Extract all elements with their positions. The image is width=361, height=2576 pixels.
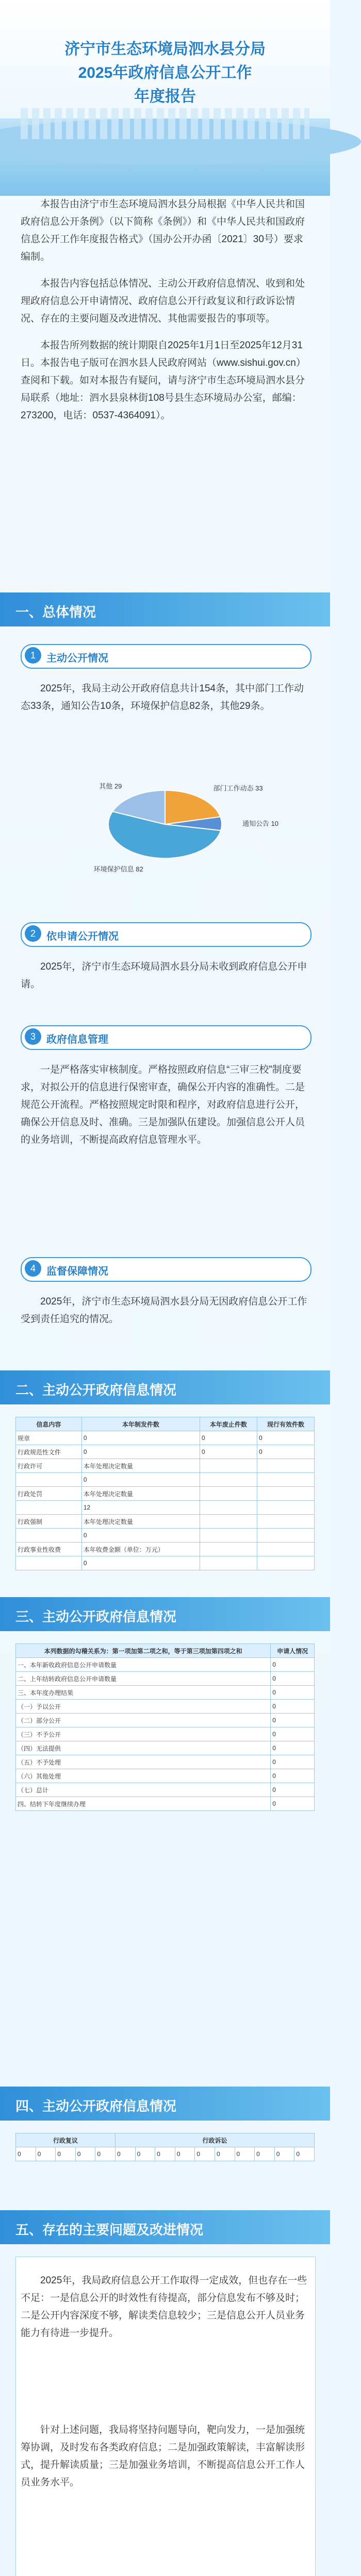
table-cell: 0 (257, 1445, 314, 1459)
table-row (16, 1445, 315, 1459)
section-title: 五、存在的主要问题及改进情况 (15, 2222, 204, 2238)
pie-label: 通知公告 10 (242, 820, 279, 828)
table-cell: 0 (200, 1445, 257, 1459)
report-title-line2: 2025年政府信息公开工作 (78, 64, 252, 81)
table-row (16, 1417, 315, 1431)
table-row (16, 1741, 315, 1755)
table-cell: （二）部分公开 (16, 1714, 271, 1727)
table-cell: （一）予以公开 (16, 1700, 271, 1714)
table-cell: 0 (115, 2147, 135, 2161)
subsection-on-request (21, 922, 311, 947)
subsection-text: 一是严格落实审核制度。严格按照政府信息“三审三校”制度要求，对拟公开的信息进行保密审查，确保公开内容的准确性。二是规范公开流程。严格按照规定时限和程序，对政府信息进行公开，确保公开信息及时、准确。三是加强队伍建设。加强信息公开人员的业务培训，不断提高政府信息管理水平。 (21, 1064, 305, 1145)
section-bar-3 (0, 1597, 330, 1631)
table-cell: 0 (271, 1741, 315, 1755)
table-cell (16, 1556, 82, 1570)
section-bar-5 (0, 2210, 330, 2244)
table-cell: 现行有效件数 (257, 1417, 314, 1431)
table-cell (200, 1473, 257, 1487)
table-header: 行政复议 (16, 2133, 116, 2147)
table-cell: 0 (175, 2147, 195, 2161)
table-cell (200, 1501, 257, 1515)
table-row (16, 1769, 315, 1783)
table-cell (200, 1556, 257, 1570)
section-bar-4 (0, 2087, 330, 2121)
table-cell: 本年收费金额（单位：万元） (81, 1543, 200, 1556)
header-city-silhouette (21, 108, 309, 139)
subsection-number: 4 (25, 1260, 41, 1277)
active-disclosure-table (15, 1417, 315, 1570)
table-cell: 0 (235, 2147, 255, 2161)
table-cell (257, 1487, 314, 1501)
table-cell: （三）不予公开 (16, 1727, 271, 1741)
table-cell: 信息内容 (16, 1417, 82, 1431)
table-cell: 0 (271, 1783, 315, 1797)
intro-paragraph: 本报告由济宁市生态环境局泗水县分局根据《中华人民共和国政府信息公开条例》（以下简称《条例》）和《中华人民共和国政府信息公开工作年度报告格式》（国办公开办函〔2021〕30号）要求编制。 (21, 199, 305, 262)
table-cell: 0 (36, 2147, 56, 2161)
table-cell: 规章 (16, 1431, 82, 1445)
table-row (16, 1529, 315, 1543)
section-bar-1 (0, 592, 330, 626)
table-cell: 0 (135, 2147, 155, 2161)
table-cell: 四、结转下年度继续办理 (16, 1797, 271, 1811)
table-row (16, 1686, 315, 1700)
section-title: 二、主动公开政府信息情况 (15, 1382, 177, 1398)
table-cell: 0 (271, 1700, 315, 1714)
table-row (16, 1658, 315, 1672)
table-cell: 0 (294, 2147, 315, 2161)
table-cell: 行政许可 (16, 1459, 82, 1473)
disclosure-pie-chart (62, 752, 279, 907)
table-cell: 0 (271, 1686, 315, 1700)
table-cell (200, 1459, 257, 1473)
subsection-number: 1 (25, 647, 41, 664)
subsection-number: 2 (25, 925, 41, 942)
table-cell: 0 (81, 1431, 200, 1445)
table-row (16, 1672, 315, 1686)
subsection-label: 主动公开情况 (46, 653, 108, 664)
table-cell (257, 1543, 314, 1556)
table-cell: 本年废止件数 (200, 1417, 257, 1431)
table-cell: 0 (271, 1714, 315, 1727)
table-cell (16, 1473, 82, 1487)
table-row (16, 1515, 315, 1529)
table-cell: 0 (200, 1431, 257, 1445)
subsection-label: 政府信息管理 (46, 1034, 108, 1045)
intro-block (21, 196, 309, 434)
table-cell: （六）其他处理 (16, 1769, 271, 1783)
table-cell (257, 1515, 314, 1529)
application-table (15, 1643, 315, 1811)
subsection-info-management (21, 1025, 311, 1050)
table-cell: 一、本年新收政府信息公开申请数量 (16, 1658, 271, 1672)
table-row (16, 1501, 315, 1515)
table-cell: 0 (81, 1556, 200, 1570)
table-cell (200, 1487, 257, 1501)
table-row (16, 1473, 315, 1487)
table-cell: 0 (155, 2147, 175, 2161)
pie-label: 其他 29 (99, 782, 122, 790)
table-row (16, 1556, 315, 1570)
table-row (16, 1797, 315, 1811)
problems-text: 针对上述问题，我局将坚持问题导向，靶向发力，一是加强统筹协调，及时发布各类政府信息；二是加强政策解读，丰富解读形式，提升解读质量；三是加强业务培训，不断提高信息公开工作人员业务水平。 (21, 2425, 305, 2488)
table-cell (257, 1473, 314, 1487)
table-header: 申请人情况 (271, 1644, 315, 1658)
report-header (0, 0, 330, 196)
table-cell: 0 (81, 1529, 200, 1543)
table-cell (257, 1501, 314, 1515)
table-cell: 0 (271, 1755, 315, 1769)
table-cell: （四）无法提供 (16, 1741, 271, 1755)
table-row (16, 1459, 315, 1473)
problems-text: 2025年，我局政府信息公开工作取得一定成效，但也存在一些不足：一是信息公开的时效性有待提高，部分信息发布不够及时；二是公开内容深度不够，解读类信息较少；三是信息公开人员业务能力有待进一步提升。 (21, 2275, 307, 2338)
subsection-number: 3 (25, 1028, 41, 1045)
subsection-label: 监督保障情况 (46, 1266, 108, 1277)
table-cell: 0 (257, 1431, 314, 1445)
table-cell: 本年处理决定数量 (81, 1515, 200, 1529)
table-cell: 0 (56, 2147, 76, 2161)
table-cell: 0 (271, 1797, 315, 1811)
subsection-text: 2025年，济宁市生态环境局泗水县分局无因政府信息公开工作受到责任追究的情况。 (21, 1296, 307, 1325)
table-cell: 12 (81, 1501, 200, 1515)
report-title-line3: 年度报告 (134, 88, 196, 105)
table-cell (200, 1515, 257, 1529)
subsection-label: 依申请公开情况 (46, 931, 119, 942)
table-cell: 0 (274, 2147, 294, 2161)
subsection-supervision (21, 1257, 311, 1282)
table-header: 行政诉讼 (115, 2133, 314, 2147)
table-row (16, 1755, 315, 1769)
table-cell: 0 (81, 1445, 200, 1459)
intro-paragraph: 本报告所列数据的统计期限自2025年1月1日至2025年12月31日。本报告电子版可在泗水县人民政府网站（www.sishui.gov.cn）查阅和下载。如对本报告有疑问，请与济宁市生态环境局泗水县分局联系（地址：泗水县泉林街108号县生态环境局办公室，邮编：273200，电话：0537-4364091）。 (21, 340, 306, 421)
table-cell: 二、上年结转政府信息公开申请数量 (16, 1672, 271, 1686)
table-cell: （五）不予处理 (16, 1755, 271, 1769)
pie-label: 环境保护信息 82 (93, 865, 143, 873)
table-row (16, 1727, 315, 1741)
table-cell: 0 (81, 1473, 200, 1487)
table-cell (16, 1501, 82, 1515)
table-cell (16, 1529, 82, 1543)
table-cell: 0 (195, 2147, 215, 2161)
table-cell: 行政事业性收费 (16, 1543, 82, 1556)
table-cell: 0 (95, 2147, 116, 2161)
table-cell: 0 (215, 2147, 235, 2161)
table-cell (257, 1459, 314, 1473)
table-cell: 三、本年度办理结果 (16, 1686, 271, 1700)
table-row (16, 1783, 315, 1797)
table-cell: 本年制发件数 (81, 1417, 200, 1431)
table-cell: 0 (271, 1658, 315, 1672)
table-cell: 0 (271, 1672, 315, 1686)
review-litigation-table (15, 2133, 315, 2161)
section-bar-2 (0, 1370, 330, 1404)
table-header: 本列数据的勾稽关系为：第一项加第二项之和，等于第三项加第四项之和 (16, 1644, 271, 1658)
table-cell (200, 1529, 257, 1543)
section-title: 四、主动公开政府信息情况 (15, 2098, 177, 2114)
table-cell (200, 1543, 257, 1556)
table-row (16, 1700, 315, 1714)
table-cell: 行政强制 (16, 1515, 82, 1529)
table-row (16, 1543, 315, 1556)
table-cell: 0 (255, 2147, 275, 2161)
subsection-text: 2025年，我局主动公开政府信息共计154条，其中部门工作动态33条，通知公告10条，环境保护信息82条，其他29条。 (21, 683, 304, 711)
table-row (16, 1431, 315, 1445)
intro-paragraph: 本报告内容包括总体情况、主动公开政府信息情况、收到和处理政府信息公开申请情况、政府信息公开行政复议和行政诉讼情况、存在的主要问题及改进情况、其他需要报告的事项等。 (21, 278, 305, 324)
pie-label: 部门工作动态 33 (213, 784, 263, 792)
table-cell (257, 1529, 314, 1543)
table-cell: 0 (271, 1727, 315, 1741)
table-cell: 本年处理决定数量 (81, 1459, 200, 1473)
subsection-text: 2025年，济宁市生态环境局泗水县分局未收到政府信息公开申请。 (21, 961, 307, 990)
table-row (16, 1714, 315, 1727)
table-cell: 行政规范性文件 (16, 1445, 82, 1459)
section-title: 一、总体情况 (15, 604, 96, 620)
table-cell: 0 (75, 2147, 95, 2161)
report-title-line1: 济宁市生态环境局泗水县分局 (64, 41, 266, 58)
table-cell: 行政处罚 (16, 1487, 82, 1501)
table-cell: 0 (16, 2147, 36, 2161)
table-cell: 本年处理决定数量 (81, 1487, 200, 1501)
table-cell: （七）总计 (16, 1783, 271, 1797)
table-cell: 0 (271, 1769, 315, 1783)
table-row (16, 1487, 315, 1501)
table-cell (257, 1556, 314, 1570)
section-title: 三、主动公开政府信息情况 (15, 1609, 177, 1624)
subsection-active-disclosure (21, 644, 311, 669)
